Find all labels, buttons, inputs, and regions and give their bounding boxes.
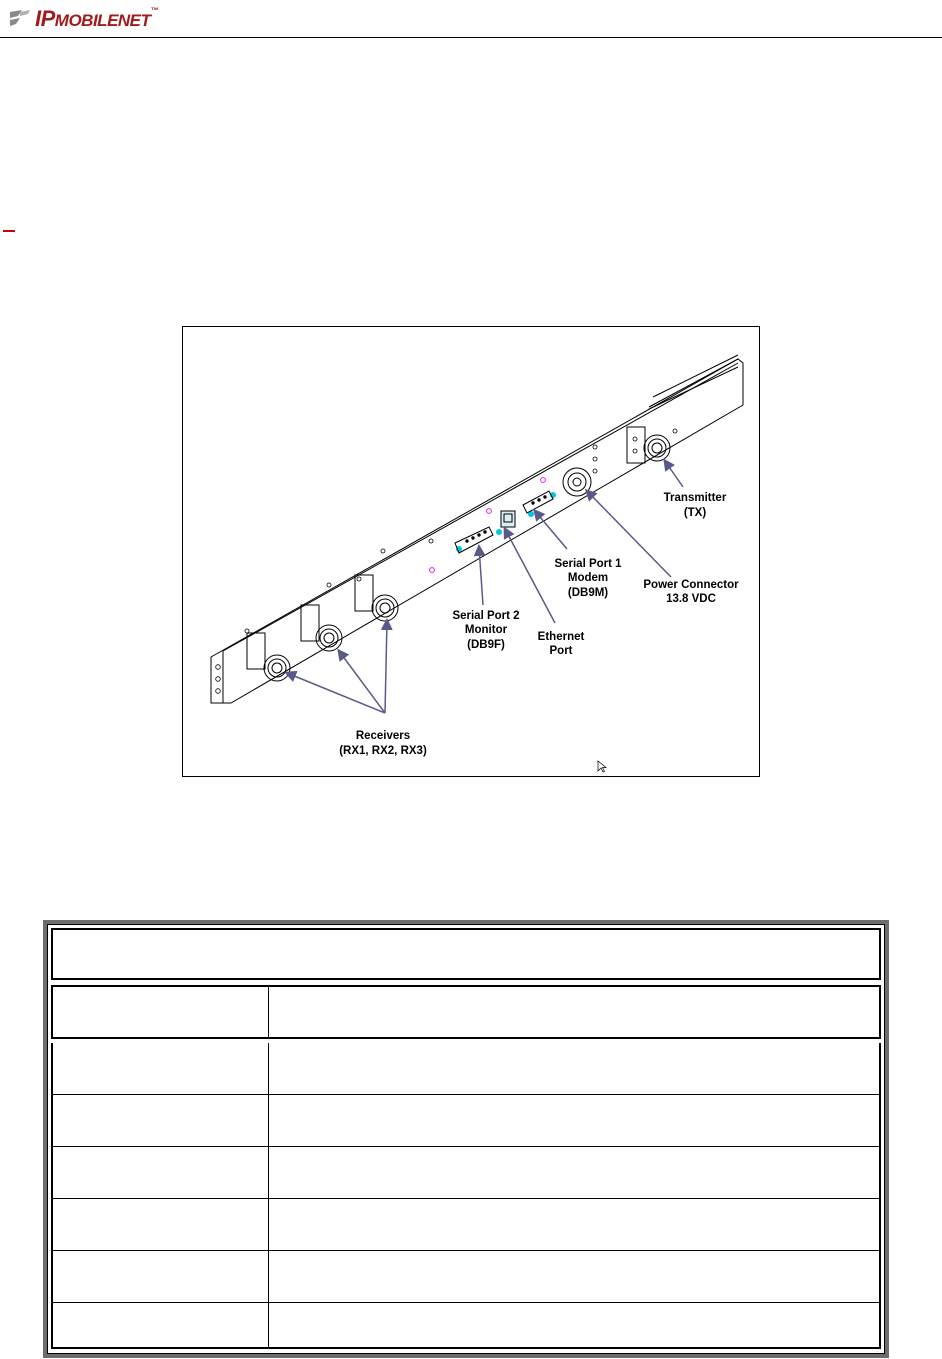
table-header-cell: [53, 987, 269, 1037]
label-serial-port-1-sub1: Modem: [567, 572, 609, 584]
serial-port-1-connector: [523, 491, 553, 513]
label-ethernet-sub: Port: [549, 645, 573, 657]
transmitter-connector: [627, 427, 670, 463]
label-receivers: Receivers: [355, 730, 411, 742]
label-ethernet: Ethernet: [537, 631, 585, 643]
receiver-connector-rx1: [247, 633, 290, 681]
logo-trademark: ™: [150, 6, 158, 15]
receiver-connector-rx3: [355, 575, 398, 621]
table-cell: [53, 1251, 269, 1302]
table-cell: [53, 1043, 269, 1094]
table-cell: [53, 1303, 269, 1347]
label-serial-port-2-sub1: Monitor: [464, 624, 508, 636]
table-header-row: [51, 985, 881, 1039]
mouse-cursor-icon: [598, 761, 606, 772]
specification-table-frame: [43, 920, 889, 1358]
logo-prefix: IP: [35, 6, 55, 31]
label-serial-port-2-sub2: (DB9F): [467, 639, 505, 651]
label-receivers-sub: (RX1, RX2, RX3): [339, 745, 427, 757]
table-title-row: [51, 928, 881, 980]
specification-table: [47, 924, 885, 1354]
revision-mark: [3, 230, 15, 232]
label-serial-port-1-sub2: (DB9M): [567, 587, 609, 599]
label-power-connector-sub: 13.8 VDC: [666, 593, 716, 605]
table-row: [51, 1303, 881, 1349]
table-cell: [53, 1147, 269, 1198]
receiver-connector-rx2: [301, 605, 342, 651]
rear-panel-figure: [182, 326, 760, 777]
table-row: [51, 1147, 881, 1199]
table-cell: [53, 1095, 269, 1146]
header-rule: [0, 37, 942, 38]
table-row: [51, 1199, 881, 1251]
label-serial-port-2: Serial Port 2: [452, 610, 520, 622]
rear-panel-diagram: [183, 327, 759, 776]
table-row: [51, 1095, 881, 1147]
table-row: [51, 1251, 881, 1303]
table-cell: [53, 1199, 269, 1250]
ethernet-port-connector: [501, 511, 515, 527]
table-row: [51, 1043, 881, 1095]
logo-brand: MOBILENET: [54, 11, 151, 30]
page-header: [0, 0, 942, 38]
logo-emblem-icon: [8, 8, 32, 30]
label-serial-port-1: Serial Port 1: [554, 558, 622, 570]
label-power-connector: Power Connector: [643, 579, 739, 591]
label-transmitter: Transmitter: [663, 492, 727, 504]
label-transmitter-sub: (TX): [683, 507, 707, 519]
company-logo: [8, 6, 158, 32]
callout-labels: [339, 492, 739, 757]
callout-arrows: [287, 461, 683, 713]
